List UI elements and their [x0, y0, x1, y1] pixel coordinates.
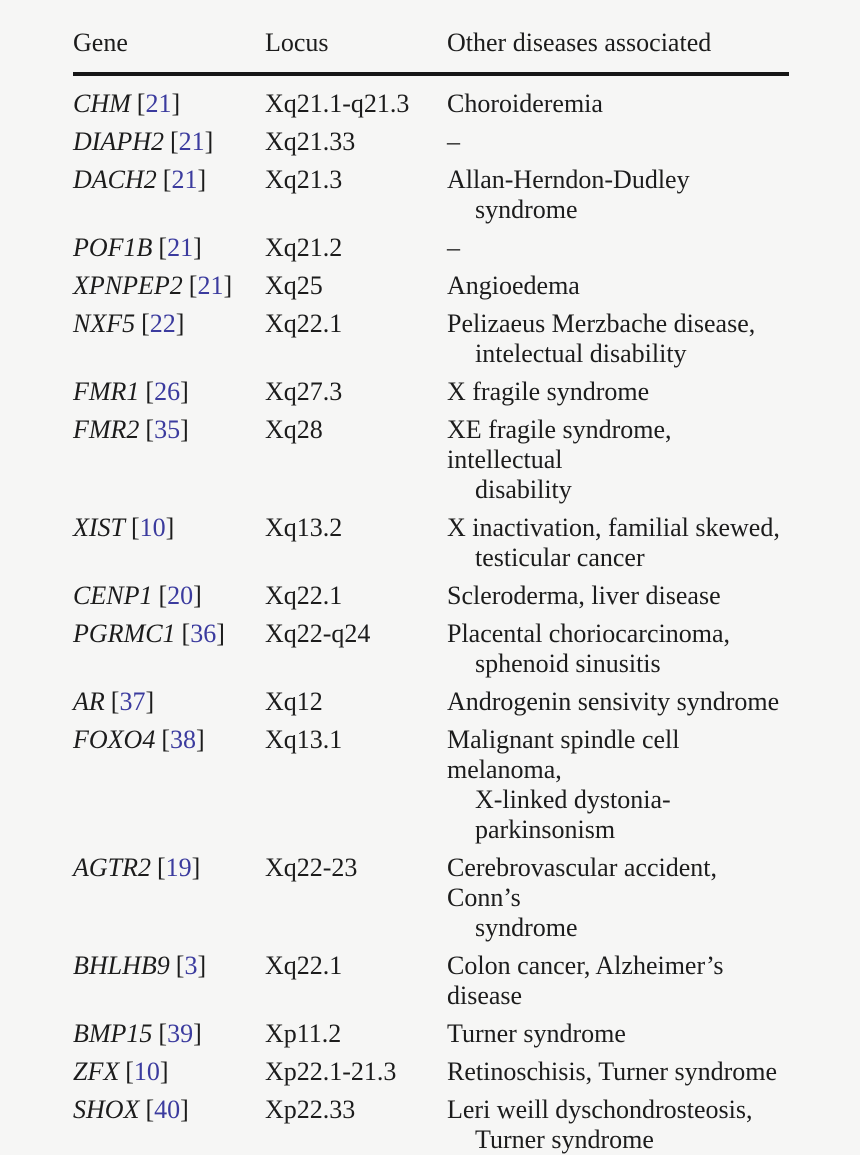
- table-row: [73, 687, 789, 717]
- citation-bracket-open: [: [158, 581, 168, 610]
- gene-cell: [73, 89, 265, 119]
- citation-link[interactable]: [141, 309, 184, 338]
- disease-cell: [447, 377, 789, 407]
- citation-link[interactable]: [158, 581, 201, 610]
- gene-cell: [73, 513, 265, 573]
- citation-link[interactable]: [158, 233, 201, 262]
- citation-number[interactable]: 20: [167, 581, 194, 610]
- table-row: [73, 309, 789, 369]
- locus-cell: Xq22.1: [265, 951, 343, 980]
- disease-cell: [447, 309, 789, 369]
- disease-cell: [447, 687, 789, 717]
- disease-cell: [447, 513, 789, 573]
- gene-cell: [73, 1019, 265, 1049]
- citation-bracket-close: ]: [197, 165, 207, 194]
- citation-bracket-close: ]: [204, 127, 214, 156]
- gene-cell: [73, 951, 265, 1011]
- gene-name: DACH2: [73, 165, 157, 194]
- gene-name: XPNPEP2: [73, 271, 183, 300]
- disease-line: –: [447, 127, 460, 156]
- header-rule: [73, 72, 789, 76]
- locus-cell: Xq22.1: [265, 309, 343, 338]
- disease-cell: [447, 619, 789, 679]
- locus-cell: Xq21.3: [265, 165, 343, 194]
- citation-bracket-open: [: [181, 619, 191, 648]
- disease-cell: [447, 1019, 789, 1049]
- gene-name: FOXO4: [73, 725, 156, 754]
- citation-bracket-open: [: [162, 165, 172, 194]
- disease-line: testicular cancer: [475, 543, 645, 572]
- gene-name: BMP15: [73, 1019, 153, 1048]
- citation-bracket-close: ]: [159, 1057, 169, 1086]
- gene-cell: [73, 271, 265, 301]
- table-header-row: [73, 28, 789, 72]
- disease-cell: [447, 1095, 789, 1155]
- citation-number[interactable]: 36: [190, 619, 217, 648]
- disease-line: Turner syndrome: [475, 1125, 654, 1154]
- locus-cell: Xq22-23: [265, 853, 358, 882]
- citation-number[interactable]: 10: [133, 1057, 160, 1086]
- citation-bracket-open: [: [145, 1095, 155, 1124]
- citation-number[interactable]: 21: [171, 165, 198, 194]
- disease-line: syndrome: [475, 913, 578, 942]
- disease-line: X inactivation, familial skewed,: [447, 513, 780, 542]
- disease-line: Placental choriocarcinoma,: [447, 619, 730, 648]
- table-row: [73, 725, 789, 845]
- table-body: [73, 89, 860, 1155]
- locus-cell: Xq28: [265, 415, 323, 444]
- citation-bracket-close: ]: [223, 271, 233, 300]
- citation-number[interactable]: 37: [119, 687, 146, 716]
- table-row: [73, 165, 789, 225]
- column-header-gene: Gene: [73, 28, 128, 57]
- citation-bracket-close: ]: [196, 725, 205, 754]
- citation-bracket-open: [: [158, 233, 168, 262]
- column-header-other-diseases: Other diseases associated: [447, 28, 712, 57]
- citation-bracket-open: [: [175, 951, 185, 980]
- citation-link[interactable]: [182, 619, 225, 648]
- table-row: [73, 513, 789, 573]
- gene-name: FMR1: [73, 377, 140, 406]
- citation-number[interactable]: 21: [178, 127, 205, 156]
- citation-link[interactable]: [131, 513, 174, 542]
- gene-cell: [73, 853, 265, 943]
- citation-link[interactable]: [189, 271, 232, 300]
- locus-cell: Xq21.2: [265, 233, 343, 262]
- citation-number[interactable]: 40: [154, 1095, 181, 1124]
- citation-bracket-open: [: [158, 1019, 168, 1048]
- table-row: [73, 127, 789, 157]
- disease-line: intelectual disability: [475, 339, 687, 368]
- gene-cell: [73, 233, 265, 263]
- disease-line: Pelizaeus Merzbache disease,: [447, 309, 756, 338]
- gene-name: DIAPH2: [73, 127, 164, 156]
- disease-line: X-linked dystonia-parkinsonism: [475, 785, 671, 844]
- citation-link[interactable]: [158, 1019, 201, 1048]
- locus-cell: Xq21.1-q21.3: [265, 89, 410, 118]
- table-row: [73, 271, 789, 301]
- gene-name: XIST: [73, 513, 125, 542]
- disease-line: Allan-Herndon-Dudley: [447, 165, 690, 194]
- disease-line: Androgenin sensivity syndrome: [447, 687, 780, 716]
- citation-link[interactable]: [170, 127, 213, 156]
- table-row: [73, 1019, 789, 1049]
- gene-name: CHM: [73, 89, 131, 118]
- citation-number[interactable]: 21: [167, 233, 194, 262]
- citation-number[interactable]: 35: [154, 415, 181, 444]
- citation-bracket-close: ]: [180, 1095, 189, 1124]
- gene-name: ZFX: [73, 1057, 120, 1086]
- table-row: [73, 233, 789, 263]
- citation-link[interactable]: [145, 415, 188, 444]
- locus-cell: Xq12: [265, 687, 323, 716]
- citation-number[interactable]: 21: [197, 271, 224, 300]
- citation-bracket-open: [: [125, 1057, 134, 1086]
- disease-line: Malignant spindle cell melanoma,: [447, 725, 680, 784]
- citation-bracket-open: [: [157, 853, 166, 882]
- disease-line: Angioedema: [447, 271, 580, 300]
- citation-bracket-close: ]: [180, 377, 189, 406]
- citation-bracket-close: ]: [193, 581, 202, 610]
- citation-link[interactable]: [176, 951, 206, 980]
- gene-cell: [73, 165, 265, 225]
- citation-number[interactable]: 21: [145, 89, 172, 118]
- gene-cell: [73, 127, 265, 157]
- disease-cell: [447, 165, 789, 225]
- gene-name: FMR2: [73, 415, 140, 444]
- citation-bracket-open: [: [131, 513, 140, 542]
- disease-line: Retinoschisis, Turner syndrome: [447, 1057, 778, 1086]
- citation-bracket-open: [: [145, 415, 155, 444]
- disease-cell: [447, 271, 789, 301]
- disease-cell: [447, 581, 789, 611]
- citation-bracket-close: ]: [175, 309, 185, 338]
- gene-cell: [73, 619, 265, 679]
- disease-cell: [447, 725, 789, 845]
- column-header-locus: Locus: [265, 28, 329, 57]
- gene-name: CENP1: [73, 581, 153, 610]
- citation-bracket-open: [: [141, 309, 150, 338]
- citation-bracket-open: [: [136, 89, 146, 118]
- table-row: [73, 619, 789, 679]
- table-row: [73, 1057, 789, 1087]
- locus-cell: Xq13.2: [265, 513, 343, 542]
- table-row: [73, 853, 789, 943]
- gene-name: SHOX: [73, 1095, 140, 1124]
- citation-bracket-close: ]: [145, 687, 155, 716]
- disease-cell: [447, 415, 789, 505]
- citation-link[interactable]: [163, 165, 206, 194]
- gene-name: BHLHB9: [73, 951, 170, 980]
- citation-number[interactable]: 26: [154, 377, 181, 406]
- disease-line: XE fragile syndrome, intellectual: [447, 415, 672, 474]
- gene-cell: [73, 1057, 265, 1087]
- disease-cell: [447, 1057, 789, 1087]
- disease-line: X fragile syndrome: [447, 377, 650, 406]
- table-row: [73, 415, 789, 505]
- citation-number[interactable]: 22: [149, 309, 176, 338]
- disease-line: Turner syndrome: [447, 1019, 626, 1048]
- citation-bracket-close: ]: [193, 1019, 202, 1048]
- locus-cell: Xp22.33: [265, 1095, 356, 1124]
- locus-cell: Xq25: [265, 271, 323, 300]
- gene-name: PGRMC1: [73, 619, 176, 648]
- gene-cell: [73, 725, 265, 845]
- citation-link[interactable]: [137, 89, 180, 118]
- disease-line: syndrome: [475, 195, 578, 224]
- gene-name: NXF5: [73, 309, 136, 338]
- citation-bracket-close: ]: [197, 951, 207, 980]
- disease-line: Colon cancer, Alzheimer’s disease: [447, 951, 724, 1010]
- disease-cell: [447, 127, 789, 157]
- disease-line: disability: [475, 475, 572, 504]
- table-row: [73, 581, 789, 611]
- locus-cell: Xq13.1: [265, 725, 343, 754]
- citation-bracket-close: ]: [216, 619, 225, 648]
- citation-number[interactable]: 3: [184, 951, 198, 980]
- disease-cell: [447, 233, 789, 263]
- citation-link[interactable]: [111, 687, 154, 716]
- locus-cell: Xq27.3: [265, 377, 343, 406]
- gene-cell: [73, 415, 265, 505]
- table-row: [73, 951, 789, 1011]
- citation-bracket-open: [: [188, 271, 198, 300]
- locus-cell: Xq22.1: [265, 581, 343, 610]
- gene-cell: [73, 1095, 265, 1155]
- citation-bracket-close: ]: [165, 513, 175, 542]
- table-row: [73, 377, 789, 407]
- citation-link[interactable]: [145, 1095, 188, 1124]
- gene-name: AGTR2: [73, 853, 151, 882]
- table-row: [73, 1095, 789, 1155]
- gene-cell: [73, 581, 265, 611]
- citation-bracket-open: [: [169, 127, 179, 156]
- gene-name: POF1B: [73, 233, 153, 262]
- citation-number[interactable]: 38: [170, 725, 196, 754]
- disease-line: Choroideremia: [447, 89, 603, 118]
- locus-cell: Xp22.1-21.3: [265, 1057, 397, 1086]
- gene-cell: [73, 309, 265, 369]
- disease-cell: [447, 89, 789, 119]
- citation-link[interactable]: [125, 1057, 168, 1086]
- disease-line: Cerebrovascular accident, Conn’s: [447, 853, 717, 912]
- citation-number[interactable]: 19: [165, 853, 192, 882]
- table-row: [73, 89, 789, 119]
- locus-cell: Xp11.2: [265, 1019, 342, 1048]
- disease-line: –: [447, 233, 460, 262]
- locus-cell: Xq21.33: [265, 127, 356, 156]
- citation-bracket-open: [: [145, 377, 155, 406]
- disease-line: sphenoid sinusitis: [475, 649, 661, 678]
- citation-link[interactable]: [161, 725, 204, 754]
- gene-name: AR: [73, 687, 105, 716]
- citation-link[interactable]: [157, 853, 200, 882]
- citation-bracket-close: ]: [171, 89, 181, 118]
- gene-cell: [73, 687, 265, 717]
- disease-line: Scleroderma, liver disease: [447, 581, 721, 610]
- citation-link[interactable]: [145, 377, 188, 406]
- citation-bracket-open: [: [161, 725, 170, 754]
- citation-bracket-close: ]: [180, 415, 189, 444]
- citation-number[interactable]: 10: [139, 513, 166, 542]
- citation-bracket-open: [: [110, 687, 120, 716]
- gene-cell: [73, 377, 265, 407]
- disease-line: Leri weill dyschondrosteosis,: [447, 1095, 753, 1124]
- disease-cell: [447, 951, 789, 1011]
- disease-cell: [447, 853, 789, 943]
- citation-bracket-close: ]: [191, 853, 201, 882]
- citation-number[interactable]: 39: [167, 1019, 194, 1048]
- locus-cell: Xq22-q24: [265, 619, 371, 648]
- citation-bracket-close: ]: [193, 233, 202, 262]
